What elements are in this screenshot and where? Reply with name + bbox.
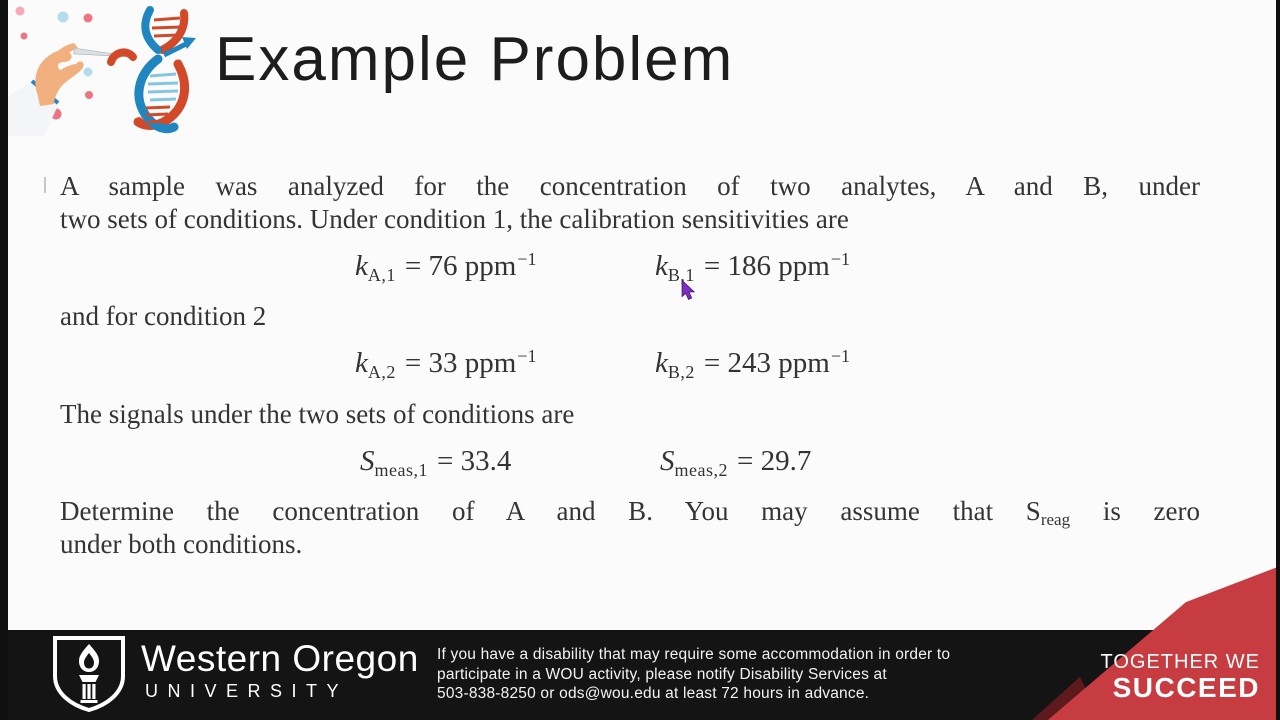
equation-Smeas1: $S_{meas,1} = 33.4$ — [360, 445, 512, 480]
university-name: Western Oregon — [141, 638, 419, 679]
dna-editing-illustration-icon — [8, 4, 198, 139]
equation-Smeas2: $S_{meas,2} = 29.7$ — [660, 445, 812, 480]
equation-kB2: $k_{B,2} = 243$ ppm$^{-1}$ — [655, 346, 850, 382]
sreag-subscript: reag — [1040, 510, 1071, 529]
determine-line2: under both conditions. — [60, 529, 303, 559]
equation-kA1: $k_{A,1} = 76$ ppm$^{-1}$ — [355, 249, 537, 285]
determine-line1 — [60, 495, 1200, 531]
problem-paragraph1-line1: A sample was analyzed for the concentration of two analytes, A and B, under — [60, 171, 1200, 201]
equation-row-condition2 — [0, 347, 1280, 387]
left-letterbox-edge — [0, 0, 8, 720]
equation-kB1: $k_{B,1} = 186$ ppm$^{-1}$ — [655, 249, 850, 285]
condition2-intro: and for condition 2 — [60, 301, 267, 331]
disability-notice — [437, 645, 950, 704]
mouse-cursor-icon — [680, 280, 696, 300]
dot-icon — [16, 7, 25, 16]
disability-line: participate in a WOU activity, please notify Disability Services at — [437, 665, 887, 683]
equation-row-condition1 — [0, 250, 1280, 290]
university-motto — [1100, 650, 1260, 702]
university-subtitle: UNIVERSITY — [145, 681, 349, 701]
disability-line: If you have a disability that may require some accommodation in order to — [437, 646, 951, 663]
stray-text-mark — [44, 177, 46, 193]
wou-torch-shield-logo-icon — [46, 635, 132, 715]
determine-text-post: is zero — [1070, 496, 1201, 526]
determine-text-pre: Determine the concentration of A and B. You may assume that S — [60, 496, 1041, 526]
signals-intro: The signals under the two sets of conditions are — [60, 399, 575, 429]
page-title: Example Problem — [215, 25, 735, 94]
right-letterbox-edge — [1276, 0, 1280, 720]
equation-row-signals — [0, 445, 1280, 485]
disability-line: 503-838-8250 or ods@wou.edu at least 72 hours in advance. — [437, 685, 870, 702]
problem-paragraph1-line2: two sets of conditions. Under condition 1, the calibration sensitivities are — [60, 204, 849, 234]
motto-line2: SUCCEED — [1112, 672, 1260, 703]
equation-kA2: $k_{A,2} = 33$ ppm$^{-1}$ — [355, 346, 537, 382]
motto-line1: TOGETHER WE — [1100, 651, 1260, 673]
